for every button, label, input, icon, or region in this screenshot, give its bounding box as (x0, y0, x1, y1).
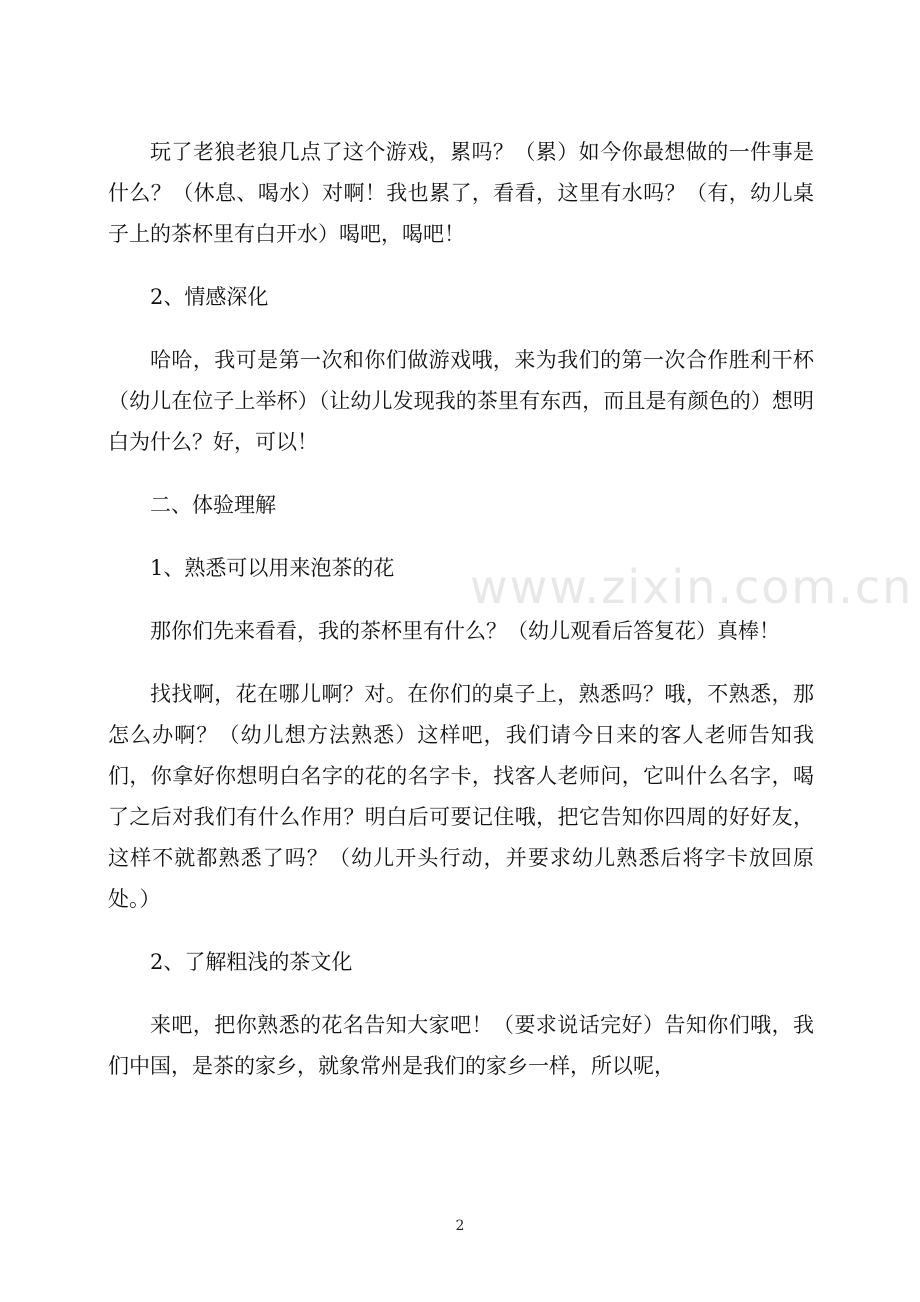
heading-experience-understanding: 二、体验理解 (150, 493, 276, 517)
watermark: www.zixin.com.cn (470, 560, 914, 614)
page-number: 2 (455, 1218, 465, 1234)
heading-flower-tea: 1、熟悉可以用来泡茶的花 (150, 556, 395, 580)
paragraph-5: 来吧，把你熟悉的花名告知大家吧！（要求说话完好）告知你们哦，我们中国，是茶的家乡，就象常州是我们的家乡一样，所以呢， (108, 1013, 814, 1078)
paragraph-4: 找找啊，花在哪儿啊？对。在你们的桌子上，熟悉吗？哦，不熟悉，那怎么办啊？（幼儿想方法熟悉）这样吧，我们请今日来的客人老师告知我们，你拿好你想明白名字的花的名字卡，找客人老师问，它叫什么名字，喝了之后对我们有什么作用？明白后可要记住哦，把它告知你四周的好好友，这样不就都熟悉了吗？（幼儿开头行动，并要求幼儿熟悉后将字卡放回原处。） (108, 682, 814, 911)
heading-emotion-deepening: 2、情感深化 (150, 285, 269, 309)
paragraph-3: 那你们先来看看，我的茶杯里有什么？（幼儿观看后答复花）真棒！ (150, 619, 780, 643)
paragraph-1: 玩了老狼老狼几点了这个游戏，累吗？（累）如今你最想做的一件事是什么？（休息、喝水）对啊！我也累了，看看，这里有水吗？（有，幼儿桌子上的茶杯里有白开水）喝吧，喝吧！ (108, 140, 814, 246)
document-body (108, 132, 814, 1087)
heading-tea-culture: 2、了解粗浅的茶文化 (150, 950, 353, 974)
paragraph-2: 哈哈，我可是第一次和你们做游戏哦，来为我们的第一次合作胜利干杯（幼儿在位子上举杯）（让幼儿发现我的茶里有东西，而且是有颜色的）想明白为什么？好，可以！ (108, 348, 814, 454)
